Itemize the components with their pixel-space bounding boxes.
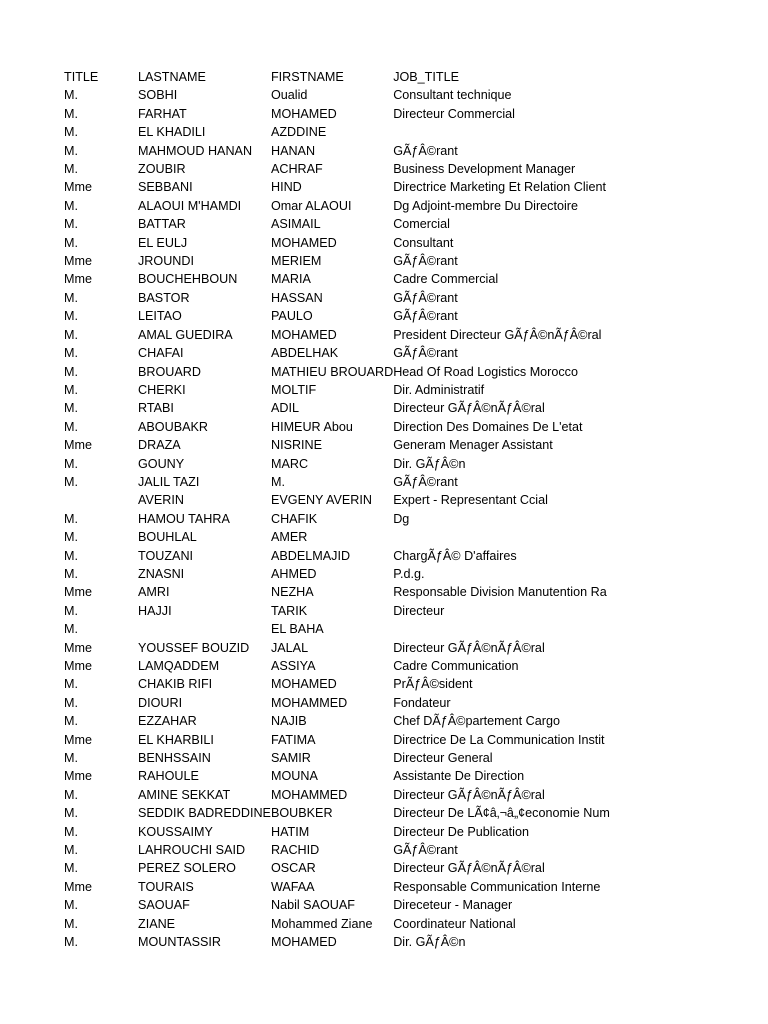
lastname-cell[interactable]: EZZAHAR — [138, 714, 197, 729]
lastname-cell[interactable]: ABOUBAKR — [138, 419, 208, 434]
lastname-cell[interactable]: BROUARD — [138, 364, 201, 379]
lastname-cell[interactable]: DIOURI — [138, 695, 183, 710]
firstname-cell[interactable]: MOHAMED — [270, 677, 337, 692]
title-cell[interactable]: M. — [64, 162, 78, 177]
title-cell[interactable]: Mme — [64, 732, 92, 747]
job-title-cell[interactable]: Directrice De La Communication Instit — [393, 732, 605, 747]
table-row — [64, 491, 693, 509]
table-row — [64, 602, 693, 620]
job-title-cell[interactable]: Directrice Marketing Et Relation Client — [393, 180, 606, 195]
table-row — [64, 767, 693, 785]
lastname-cell[interactable]: EL KHADILI — [138, 125, 206, 140]
firstname-cell[interactable]: NISRINE — [270, 438, 323, 453]
firstname-cell[interactable]: MATHIEU BROUARD — [270, 364, 394, 379]
lastname-cell[interactable]: BOUHLAL — [138, 530, 197, 545]
firstname-cell[interactable]: MOHAMMED — [270, 787, 348, 802]
job-title-cell[interactable]: Directeur GÃƒÂ©nÃƒÂ©ral — [393, 787, 545, 802]
lastname-cell[interactable]: AMAL GUEDIRA — [138, 327, 233, 342]
table-row — [64, 639, 693, 657]
firstname-cell[interactable]: HASSAN — [270, 290, 323, 305]
job-title-cell[interactable]: Directeur GÃƒÂ©nÃƒÂ©ral — [393, 401, 545, 416]
lastname-cell[interactable]: KOUSSAIMY — [138, 824, 213, 839]
job-title-cell[interactable]: Directeur De Publication — [393, 824, 529, 839]
table-row — [64, 915, 693, 933]
job-title-cell[interactable]: Directeur GÃƒÂ©nÃƒÂ©ral — [393, 640, 545, 655]
job-title-cell[interactable]: Directeur GÃƒÂ©nÃƒÂ©ral — [393, 861, 545, 876]
job-title-cell[interactable]: Responsable Division Manutention Ra — [393, 585, 607, 600]
lastname-cell[interactable]: SOBHI — [138, 88, 178, 103]
lastname-cell[interactable]: SEBBANI — [138, 180, 193, 195]
firstname-cell[interactable]: AMER — [270, 530, 308, 545]
title-cell[interactable]: Mme — [64, 879, 92, 894]
lastname-cell[interactable]: YOUSSEF BOUZID — [138, 640, 250, 655]
header-title[interactable]: TITLE — [64, 70, 99, 84]
title-cell[interactable]: M. — [64, 88, 78, 103]
table-row — [64, 252, 693, 270]
firstname-cell[interactable]: ACHRAF — [270, 162, 323, 177]
firstname-cell[interactable]: ADIL — [270, 401, 299, 416]
table-row — [64, 215, 693, 233]
table-row — [64, 878, 693, 896]
lastname-cell[interactable]: RAHOULE — [138, 769, 199, 784]
table-row — [64, 731, 693, 749]
job-title-cell[interactable]: P.d.g. — [393, 566, 425, 581]
firstname-cell[interactable]: Oualid — [270, 88, 308, 103]
job-title-cell[interactable]: Assistante De Direction — [393, 769, 525, 784]
lastname-cell[interactable]: CHERKI — [138, 382, 186, 397]
table-row — [64, 289, 693, 307]
title-cell[interactable]: M. — [64, 548, 78, 563]
table-row — [64, 583, 693, 601]
lastname-cell[interactable]: TOUZANI — [138, 548, 194, 563]
firstname-cell[interactable]: PAULO — [270, 309, 313, 324]
header-lastname[interactable]: LASTNAME — [138, 70, 206, 84]
lastname-cell[interactable]: AVERIN — [138, 493, 184, 508]
lastname-cell[interactable]: RTABI — [138, 401, 174, 416]
title-cell[interactable]: M. — [64, 714, 78, 729]
title-cell[interactable]: M. — [64, 566, 78, 581]
table-row — [64, 749, 693, 767]
job-title-cell[interactable]: GÃƒÂ©rant — [393, 309, 458, 324]
lastname-cell[interactable]: GOUNY — [138, 456, 185, 471]
table-row — [64, 455, 693, 473]
lastname-cell[interactable]: HAJJI — [138, 603, 172, 618]
firstname-cell[interactable]: Mohammed Ziane — [270, 916, 373, 931]
title-cell[interactable]: Mme — [64, 769, 92, 784]
table-row — [64, 547, 693, 565]
firstname-cell[interactable]: ASIMAIL — [270, 217, 321, 232]
table-row — [64, 160, 693, 178]
lastname-cell[interactable]: PEREZ SOLERO — [138, 861, 236, 876]
title-cell[interactable]: M. — [64, 106, 78, 121]
firstname-cell[interactable]: Omar ALAOUI — [270, 198, 352, 213]
firstname-cell[interactable]: JALAL — [270, 640, 309, 655]
firstname-cell[interactable]: MOLTIF — [270, 382, 317, 397]
job-title-cell[interactable]: Directeur — [393, 603, 445, 618]
table-row — [64, 694, 693, 712]
lastname-cell[interactable]: CHAFAI — [138, 346, 184, 361]
job-title-cell[interactable]: GÃƒÂ©rant — [393, 254, 458, 269]
table-row — [64, 823, 693, 841]
job-title-cell[interactable]: Dg Adjoint-membre Du Directoire — [393, 198, 578, 213]
firstname-cell[interactable]: ABDELHAK — [270, 346, 339, 361]
job-title-cell[interactable]: Responsable Communication Interne — [393, 879, 601, 894]
firstname-cell[interactable]: FATIMA — [270, 732, 316, 747]
job-title-cell[interactable]: PrÃƒÂ©sident — [393, 677, 473, 692]
firstname-cell[interactable]: BOUBKER — [270, 806, 333, 821]
title-cell[interactable]: M. — [64, 364, 78, 379]
title-cell[interactable]: M. — [64, 125, 78, 140]
firstname-cell[interactable]: EVGENY AVERIN — [270, 493, 372, 508]
title-cell[interactable]: M. — [64, 382, 78, 397]
table-row — [64, 326, 693, 344]
header-firstname[interactable]: FIRSTNAME — [270, 70, 344, 84]
title-cell[interactable]: M. — [64, 751, 78, 766]
firstname-cell[interactable]: AHMED — [270, 566, 317, 581]
table-row — [64, 620, 693, 638]
job-title-cell[interactable]: Generam Menager Assistant — [393, 438, 553, 453]
title-cell[interactable]: M. — [64, 217, 78, 232]
job-title-cell[interactable]: GÃƒÂ©rant — [393, 143, 458, 158]
table-row — [64, 528, 693, 546]
title-cell[interactable]: M. — [64, 622, 78, 637]
job-title-cell[interactable]: ChargÃƒÂ© D'affaires — [393, 548, 517, 563]
table-row — [64, 197, 693, 215]
lastname-cell[interactable]: EL KHARBILI — [138, 732, 214, 747]
title-cell[interactable]: M. — [64, 327, 78, 342]
lastname-cell[interactable]: FARHAT — [138, 106, 187, 121]
firstname-cell[interactable]: MOUNA — [270, 769, 318, 784]
title-cell[interactable]: M. — [64, 474, 78, 489]
firstname-cell[interactable]: RACHID — [270, 843, 320, 858]
job-title-cell[interactable]: Chef DÃƒÂ©partement Cargo — [393, 714, 560, 729]
title-cell[interactable]: M. — [64, 290, 78, 305]
firstname-cell[interactable]: CHAFIK — [270, 511, 318, 526]
lastname-cell[interactable]: MAHMOUD HANAN — [138, 143, 253, 158]
lastname-cell[interactable]: LAMQADDEM — [138, 659, 220, 673]
firstname-cell[interactable]: WAFAA — [270, 879, 315, 894]
title-cell[interactable]: Mme — [64, 640, 92, 655]
table-row — [64, 381, 693, 399]
firstname-cell[interactable]: HIMEUR Abou — [270, 419, 353, 434]
lastname-cell[interactable]: ALAOUI M'HAMDI — [138, 198, 242, 213]
title-cell[interactable]: Mme — [64, 272, 92, 287]
job-title-cell[interactable] — [393, 528, 693, 546]
table-row — [64, 804, 693, 822]
lastname-cell[interactable]: HAMOU TAHRA — [138, 511, 230, 526]
lastname-cell[interactable]: AMRI — [138, 585, 170, 600]
table-row — [64, 675, 693, 693]
title-cell[interactable]: M. — [64, 511, 78, 526]
job-title-cell[interactable]: Fondateur — [393, 695, 451, 710]
job-title-cell[interactable]: Expert - Representant Ccial — [393, 493, 548, 508]
job-title-cell[interactable]: GÃƒÂ©rant — [393, 290, 458, 305]
table-row — [64, 86, 693, 104]
firstname-cell[interactable]: MOHAMMED — [270, 695, 348, 710]
table-row — [64, 712, 693, 730]
firstname-cell[interactable]: M. — [270, 474, 285, 489]
table-row — [64, 859, 693, 877]
header-job-title[interactable]: JOB_TITLE — [393, 70, 459, 84]
title-cell[interactable]: Mme — [64, 438, 92, 453]
job-title-cell[interactable]: President Directeur GÃƒÂ©nÃƒÂ©ral — [393, 327, 602, 342]
firstname-cell[interactable]: AZDDINE — [270, 125, 327, 140]
title-cell[interactable]: M. — [64, 235, 78, 250]
table-row — [64, 234, 693, 252]
title-cell[interactable] — [64, 491, 138, 509]
firstname-cell[interactable]: MOHAMED — [270, 235, 337, 250]
lastname-cell[interactable]: DRAZA — [138, 438, 181, 453]
job-title-cell[interactable]: Direceteur - Manager — [393, 898, 513, 913]
lastname-cell[interactable]: BASTOR — [138, 290, 190, 305]
table-row — [64, 105, 693, 123]
firstname-cell[interactable]: TARIK — [270, 603, 308, 618]
job-title-cell[interactable]: Business Development Manager — [393, 162, 576, 177]
lastname-cell[interactable]: ZIANE — [138, 916, 176, 931]
title-cell[interactable]: M. — [64, 309, 78, 324]
title-cell[interactable]: M. — [64, 861, 78, 876]
lastname-cell[interactable]: EL EULJ — [138, 235, 188, 250]
title-cell[interactable]: M. — [64, 456, 78, 471]
title-cell[interactable]: M. — [64, 695, 78, 710]
table-row — [64, 473, 693, 491]
job-title-cell[interactable]: Dir. GÃƒÂ©n — [393, 456, 466, 471]
firstname-cell[interactable]: OSCAR — [270, 861, 316, 876]
title-cell[interactable]: Mme — [64, 180, 92, 195]
job-title-cell[interactable]: Consultant — [393, 235, 454, 250]
firstname-cell[interactable]: Nabil SAOUAF — [270, 898, 355, 913]
job-title-cell[interactable]: Directeur De LÃ¢â‚¬â„¢economie Num — [393, 806, 610, 821]
table-row — [64, 436, 693, 454]
firstname-cell[interactable]: ABDELMAJID — [270, 548, 351, 563]
lastname-cell[interactable]: AMINE SEKKAT — [138, 787, 231, 802]
lastname-cell[interactable]: MOUNTASSIR — [138, 935, 222, 950]
lastname-cell[interactable]: ZNASNI — [138, 566, 185, 581]
lastname-cell[interactable]: LAHROUCHI SAID — [138, 843, 246, 858]
title-cell[interactable]: M. — [64, 198, 78, 213]
table-row — [64, 399, 693, 417]
contacts-table — [64, 68, 693, 952]
title-cell[interactable]: Mme — [64, 585, 92, 600]
title-cell[interactable]: M. — [64, 143, 78, 158]
table-row — [64, 307, 693, 325]
firstname-cell[interactable]: NEZHA — [270, 585, 314, 600]
title-cell[interactable]: M. — [64, 916, 78, 931]
title-cell[interactable]: M. — [64, 806, 78, 821]
lastname-cell[interactable]: JALIL TAZI — [138, 474, 200, 489]
table-row — [64, 418, 693, 436]
table-row — [64, 270, 693, 288]
job-title-cell[interactable]: Dir. GÃƒÂ©n — [393, 935, 466, 950]
firstname-cell[interactable]: HANAN — [270, 143, 316, 158]
job-title-cell[interactable]: Cadre Communication — [393, 659, 519, 673]
title-cell[interactable]: M. — [64, 603, 78, 618]
lastname-cell[interactable]: CHAKIB RIFI — [138, 677, 213, 692]
table-row — [64, 123, 693, 141]
table-row — [64, 510, 693, 528]
job-title-cell[interactable]: GÃƒÂ©rant — [393, 346, 458, 361]
job-title-cell[interactable]: Dg — [393, 511, 410, 526]
table-row — [64, 344, 693, 362]
firstname-cell[interactable]: MERIEM — [270, 254, 322, 269]
job-title-cell[interactable]: Comercial — [393, 217, 450, 232]
lastname-cell[interactable] — [138, 620, 271, 638]
lastname-cell[interactable]: BATTAR — [138, 217, 186, 232]
table-row — [64, 657, 693, 675]
firstname-cell[interactable]: ASSIYA — [270, 659, 316, 673]
title-cell[interactable]: M. — [64, 824, 78, 839]
job-title-cell[interactable]: GÃƒÂ©rant — [393, 474, 458, 489]
title-cell[interactable]: M. — [64, 935, 78, 950]
lastname-cell[interactable]: LEITAO — [138, 309, 182, 324]
table-row — [64, 142, 693, 160]
firstname-cell[interactable]: MARC — [270, 456, 309, 471]
job-title-cell[interactable]: Dir. Administratif — [393, 382, 485, 397]
title-cell[interactable]: M. — [64, 419, 78, 434]
table-row — [64, 178, 693, 196]
firstname-cell[interactable]: HIND — [270, 180, 302, 195]
title-cell[interactable]: M. — [64, 898, 78, 913]
firstname-cell[interactable]: MARIA — [270, 272, 311, 287]
job-title-cell[interactable] — [393, 620, 693, 638]
job-title-cell[interactable]: Direction Des Domaines De L'etat — [393, 419, 583, 434]
title-cell[interactable]: M. — [64, 677, 78, 692]
table-row — [64, 565, 693, 583]
table-row — [64, 786, 693, 804]
firstname-cell[interactable]: MOHAMED — [270, 935, 337, 950]
title-cell[interactable]: M. — [64, 346, 78, 361]
job-title-cell[interactable]: Coordinateur National — [393, 916, 516, 931]
spreadsheet — [64, 68, 693, 952]
table-row — [64, 933, 693, 951]
lastname-cell[interactable]: TOURAIS — [138, 879, 194, 894]
title-cell[interactable]: Mme — [64, 659, 92, 673]
firstname-cell[interactable]: SAMIR — [270, 751, 311, 766]
firstname-cell[interactable]: EL BAHA — [270, 622, 324, 637]
job-title-cell[interactable]: Cadre Commercial — [393, 272, 499, 287]
lastname-cell[interactable]: SEDDIK BADREDDINE — [138, 806, 271, 821]
lastname-cell[interactable]: BOUCHEHBOUN — [138, 272, 238, 287]
lastname-cell[interactable]: ZOUBIR — [138, 162, 186, 177]
firstname-cell[interactable]: NAJIB — [270, 714, 307, 729]
title-cell[interactable]: M. — [64, 843, 78, 858]
job-title-cell[interactable]: GÃƒÂ©rant — [393, 843, 458, 858]
table-row — [64, 841, 693, 859]
lastname-cell[interactable]: BENHSSAIN — [138, 751, 211, 766]
header-row — [64, 68, 693, 86]
firstname-cell[interactable]: HATIM — [270, 824, 310, 839]
title-cell[interactable]: Mme — [64, 254, 92, 269]
table-row — [64, 363, 693, 381]
job-title-cell[interactable]: Head Of Road Logistics Morocco — [393, 364, 578, 379]
lastname-cell[interactable]: SAOUAF — [138, 898, 190, 913]
firstname-cell[interactable]: MOHAMED — [270, 327, 337, 342]
job-title-cell[interactable]: Directeur Commercial — [393, 106, 515, 121]
job-title-cell[interactable]: Consultant technique — [393, 88, 512, 103]
firstname-cell[interactable]: MOHAMED — [270, 106, 337, 121]
table-row — [64, 896, 693, 914]
job-title-cell[interactable]: Directeur General — [393, 751, 493, 766]
lastname-cell[interactable]: JROUNDI — [138, 254, 194, 269]
title-cell[interactable]: M. — [64, 401, 78, 416]
job-title-cell[interactable] — [393, 123, 693, 141]
title-cell[interactable]: M. — [64, 530, 78, 545]
title-cell[interactable]: M. — [64, 787, 78, 802]
